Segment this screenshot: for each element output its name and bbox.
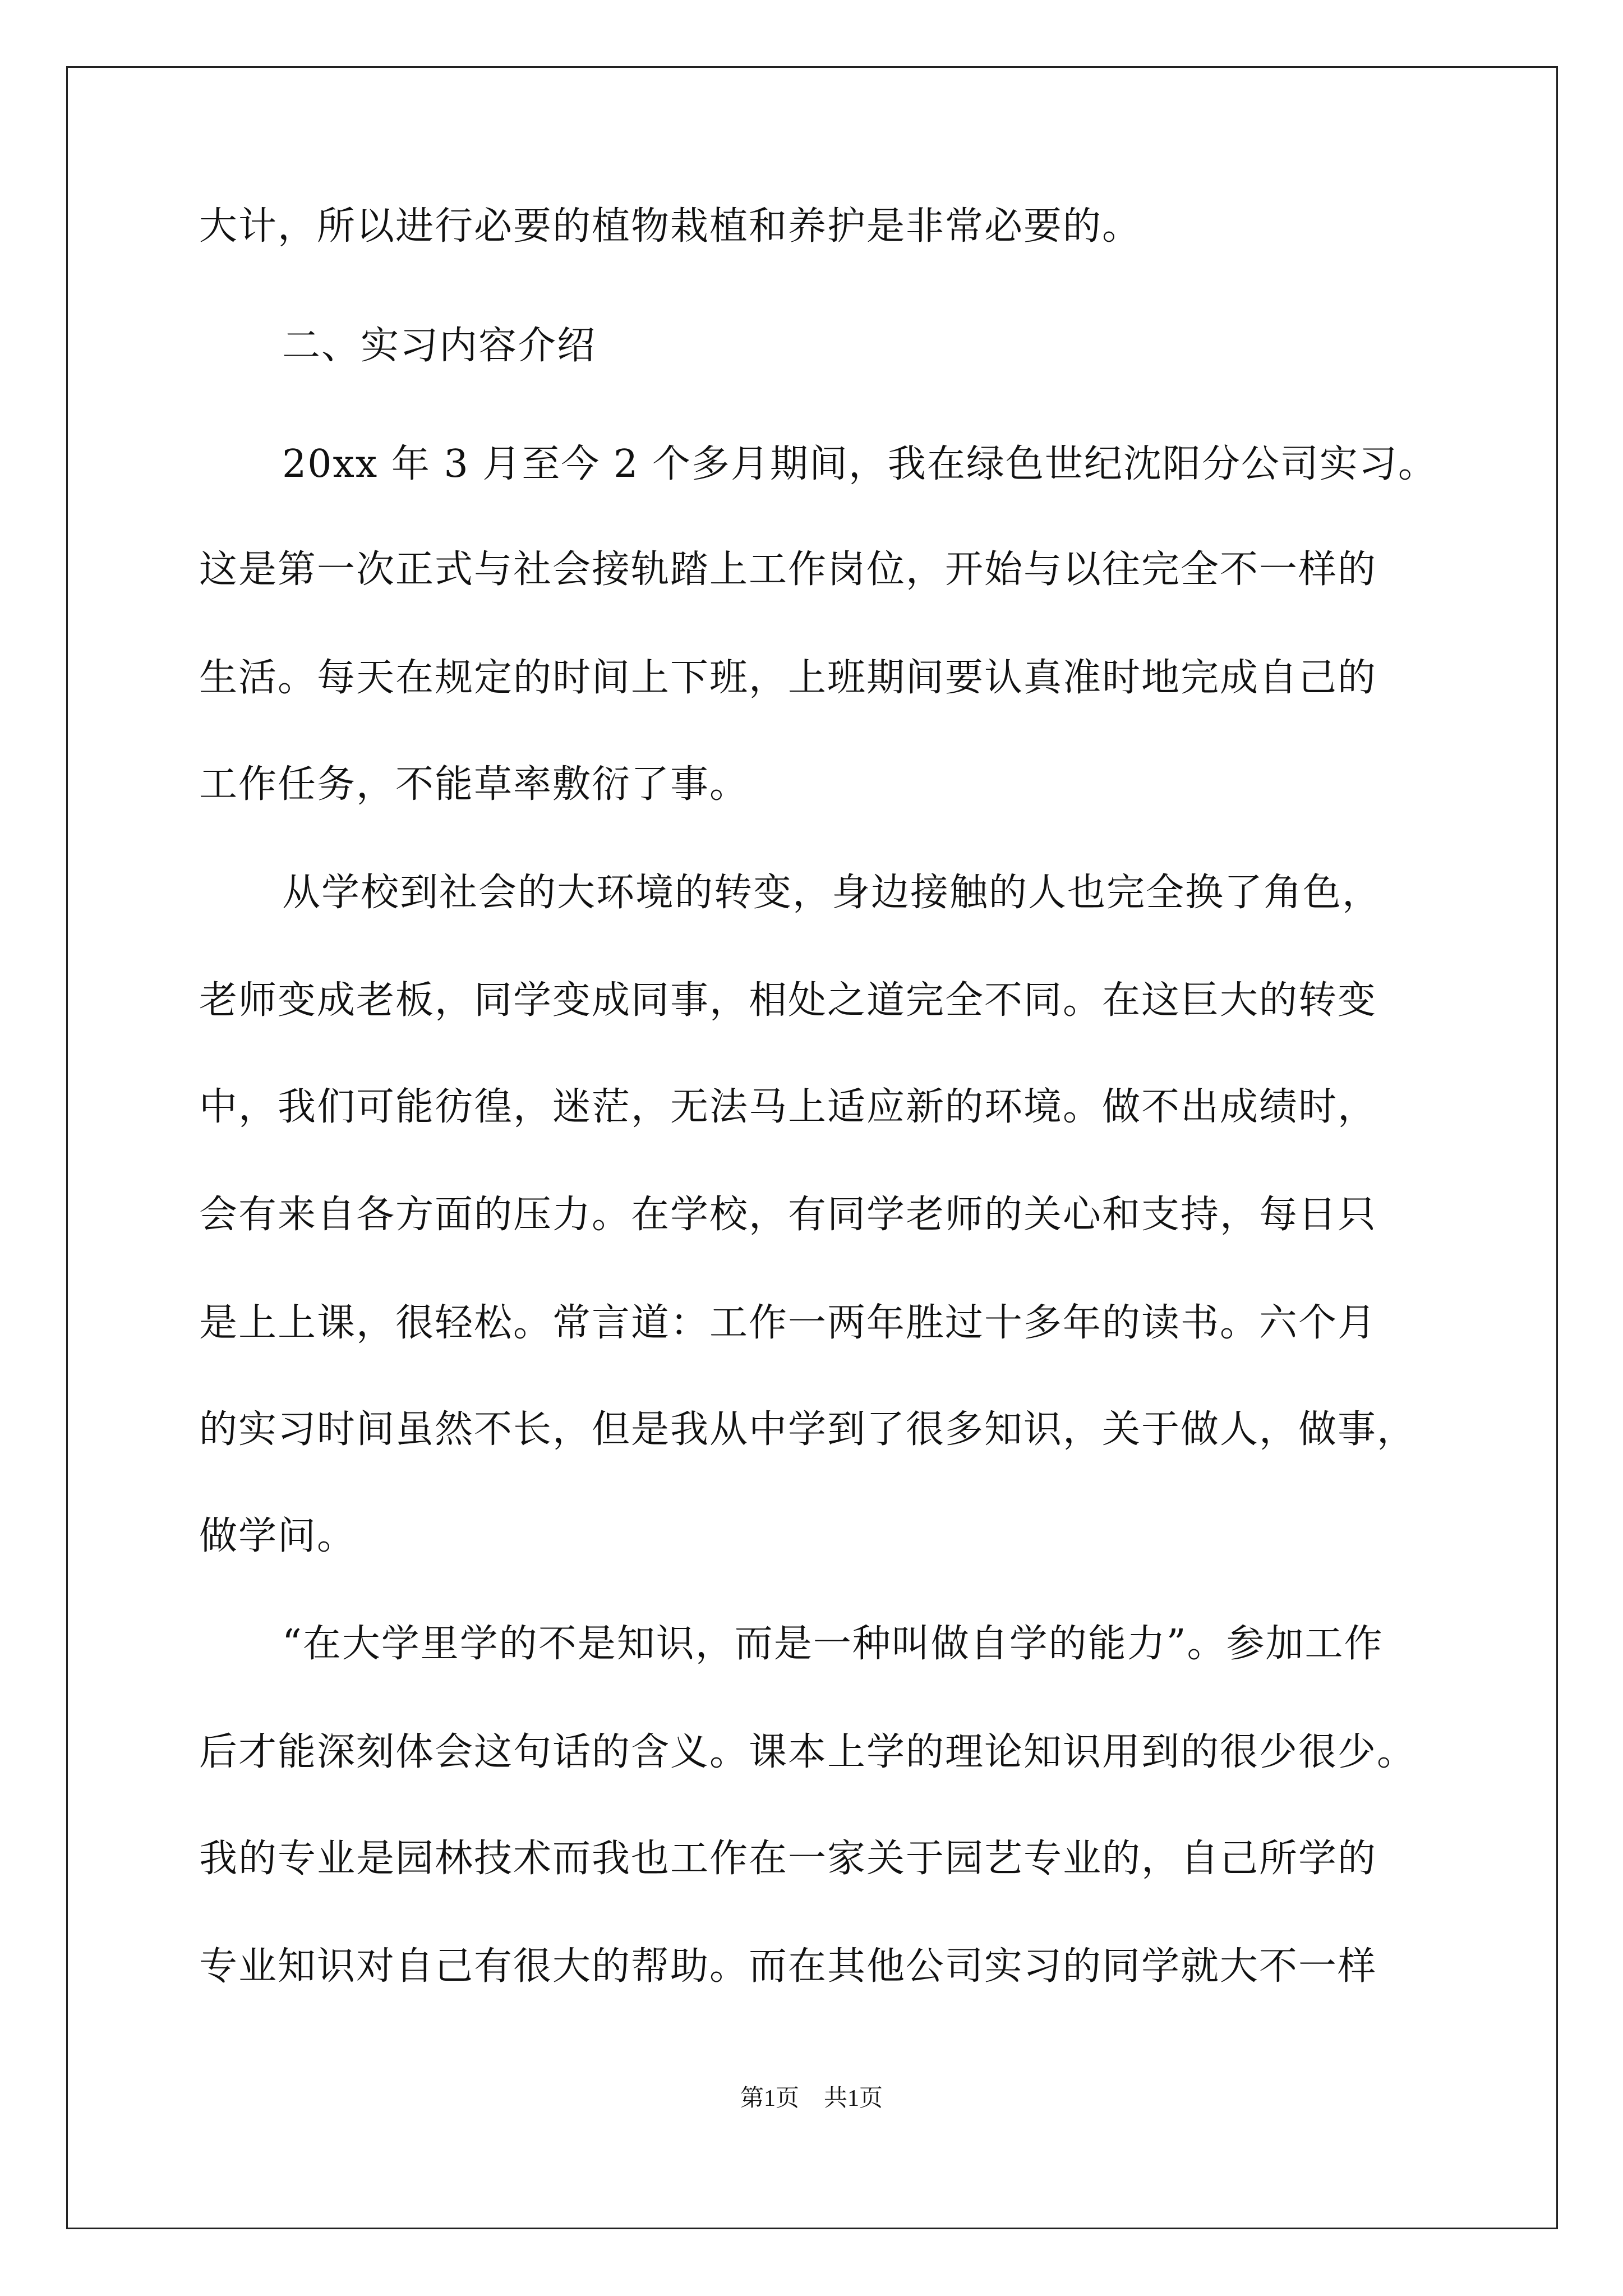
text-line: 会有来自各方面的压力。在学校，有同学老师的关心和支持，每日只: [199, 1193, 1377, 1237]
text-line: 做学问。: [199, 1514, 357, 1558]
section-heading: 二、实习内容介绍: [282, 324, 597, 368]
page-border: [66, 66, 1558, 2229]
text-line: 后才能深刻体会这句话的含义。课本上学的理论知识用到的很少很少。: [199, 1730, 1417, 1774]
text-line: 工作任务，不能草率敷衍了事。: [199, 762, 749, 807]
text-line: 生活。每天在规定的时间上下班，上班期间要认真准时地完成自己的: [199, 656, 1377, 700]
text-line: 这是第一次正式与社会接轨踏上工作岗位，开始与以往完全不一样的: [199, 547, 1377, 592]
text-line: 老师变成老板，同学变成同事，相处之道完全不同。在这巨大的转变: [199, 978, 1377, 1023]
text-line: 的实习时间虽然不长，但是我从中学到了很多知识，关于做人，做事，: [199, 1407, 1417, 1452]
text-line: 我的专业是园林技术而我也工作在一家关于园艺专业的，自己所学的: [199, 1837, 1377, 1881]
text-line: 专业知识对自己有很大的帮助。而在其他公司实习的同学就大不一样: [199, 1944, 1377, 1989]
text-line: 是上上课，很轻松。常言道：工作一两年胜过十多年的读书。六个月: [199, 1301, 1377, 1345]
page-number: 第1页: [740, 2086, 799, 2111]
text-line: 20xx 年 3 月至今 2 个多月期间，我在绿色世纪沈阳分公司实习。: [282, 442, 1437, 486]
page-total: 共1页: [824, 2086, 883, 2111]
text-line: 从学校到社会的大环境的转变，身边接触的人也完全换了角色，: [282, 871, 1382, 915]
page-footer: [0, 2087, 1623, 2110]
text-line: “在大学里学的不是知识，而是一种叫做自学的能力”。参加工作: [282, 1622, 1384, 1666]
text-line: 大计，所以进行必要的植物栽植和养护是非常必要的。: [199, 204, 1142, 249]
text-line: 中，我们可能彷徨，迷茫，无法马上适应新的环境。做不出成绩时，: [199, 1085, 1377, 1129]
